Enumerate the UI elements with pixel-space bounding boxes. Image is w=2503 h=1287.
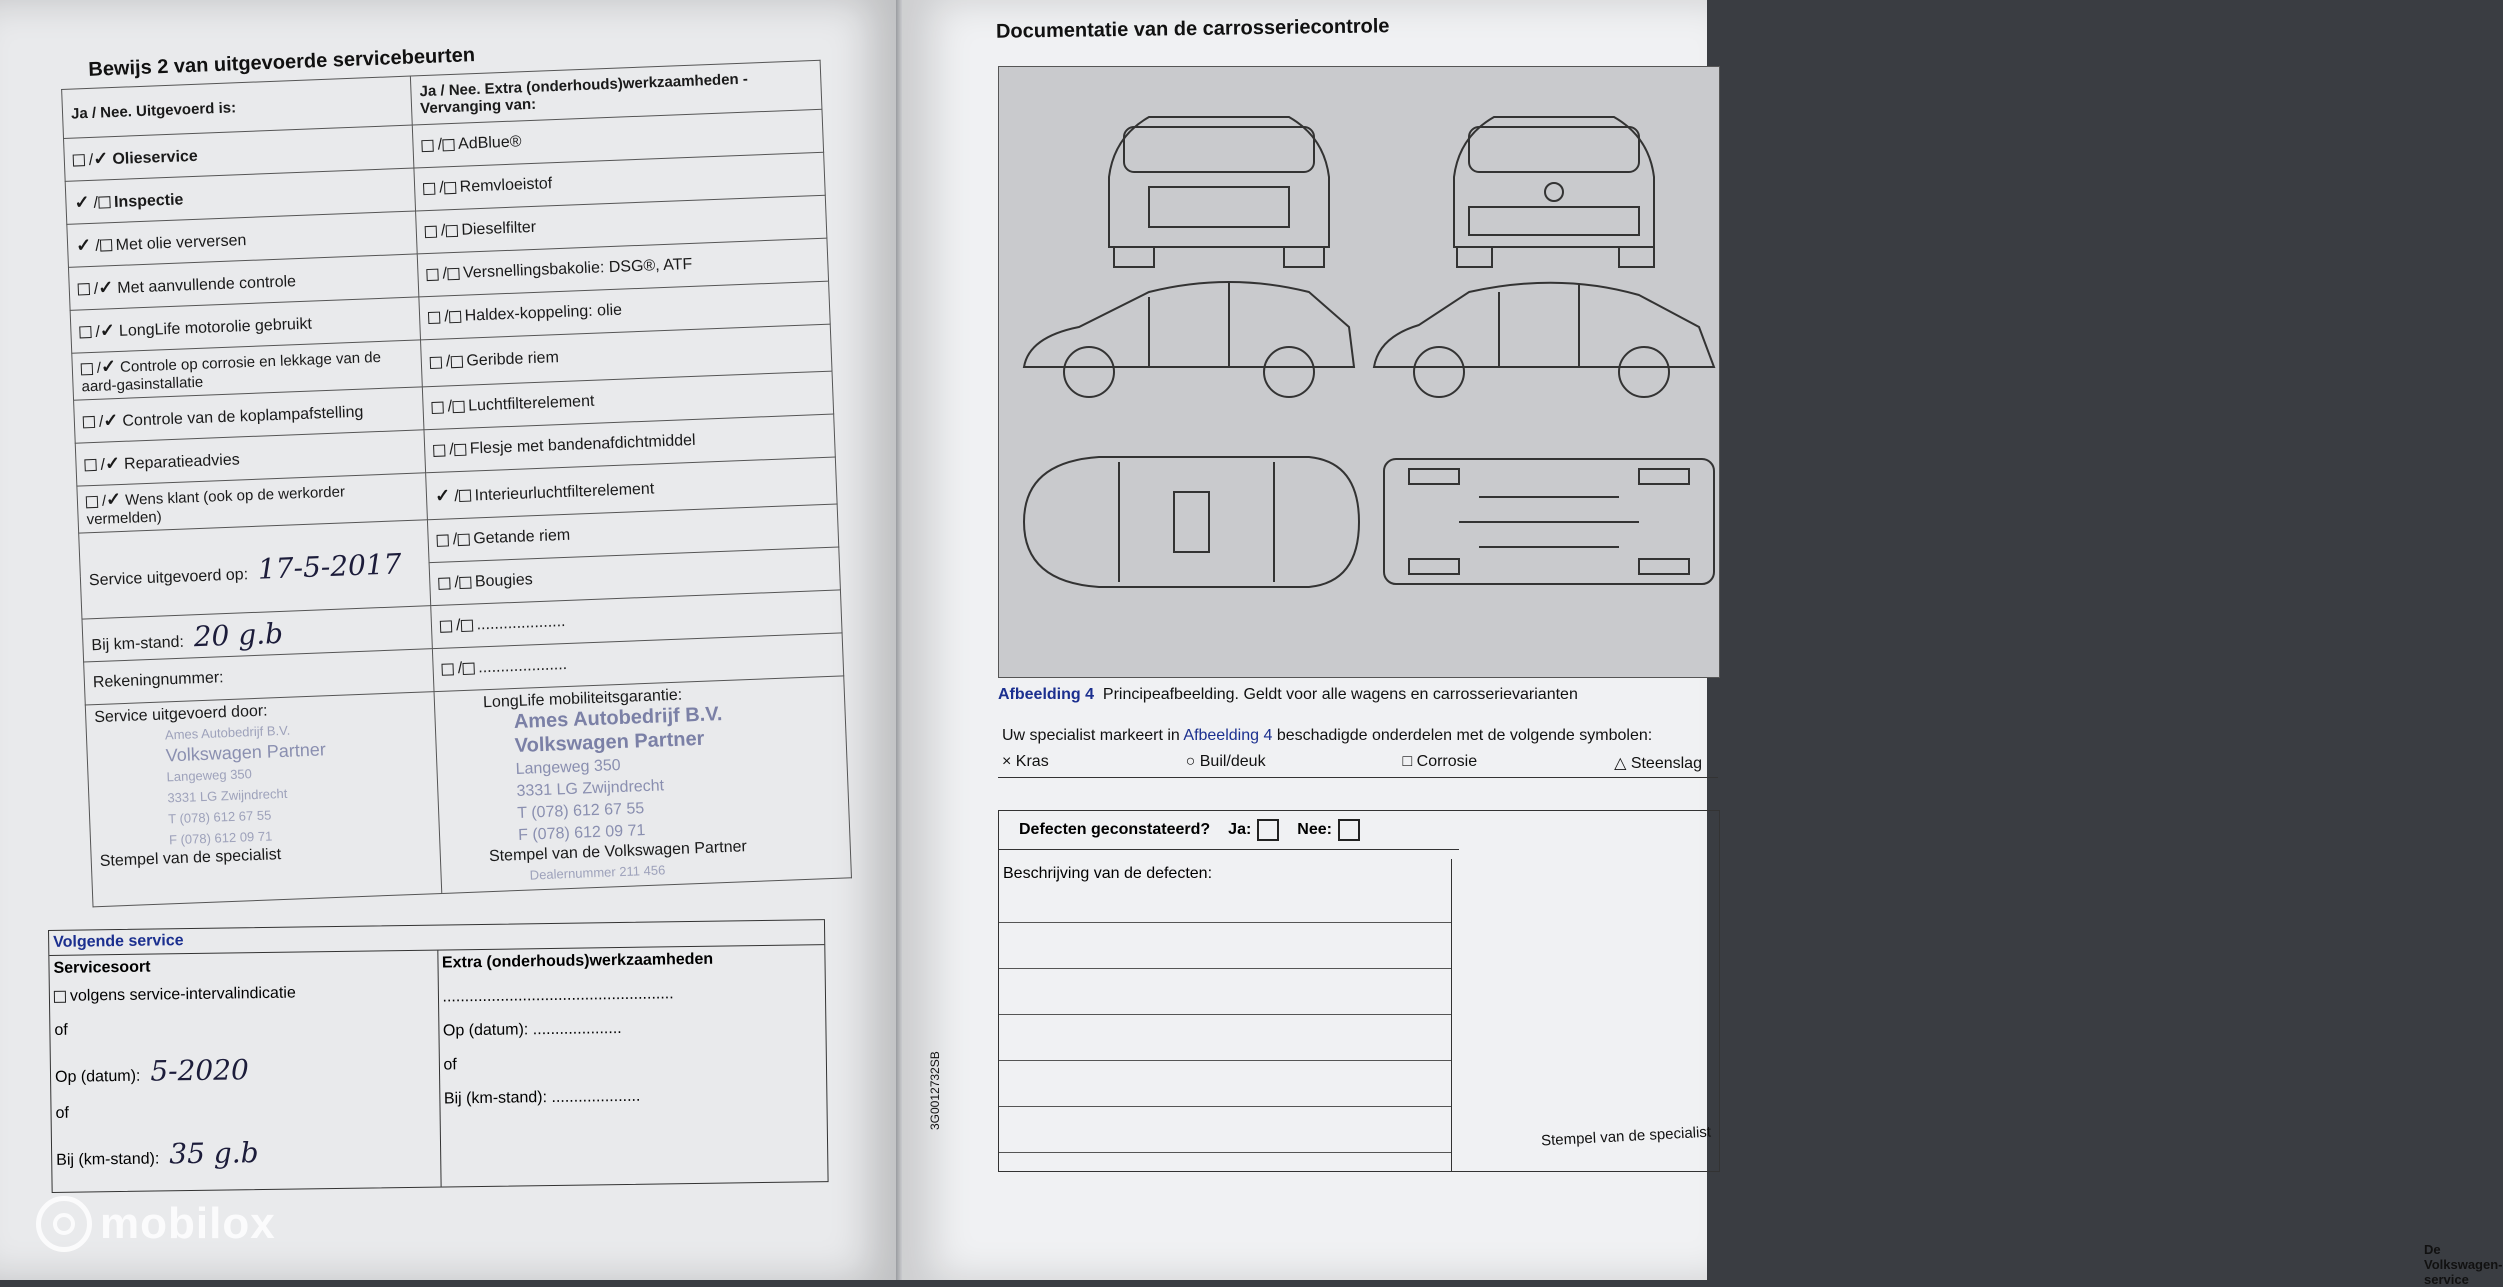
checkbox-icon[interactable] bbox=[437, 534, 449, 546]
checkmark-icon[interactable]: ✓ bbox=[105, 488, 122, 510]
service-type-header: Servicesoort bbox=[53, 958, 151, 977]
checkbox-icon[interactable] bbox=[86, 496, 98, 508]
or-label: of bbox=[55, 1104, 70, 1122]
checkbox-icon[interactable] bbox=[425, 225, 437, 237]
item-label: Dieselfilter bbox=[461, 218, 537, 239]
checkmark-icon[interactable]: ✓ bbox=[434, 484, 451, 506]
checkbox-icon[interactable] bbox=[54, 991, 66, 1003]
item-label: Met aanvullende controle bbox=[117, 272, 297, 297]
stamp-name: Ames Autobedrijf B.V. bbox=[164, 722, 291, 743]
checkbox-icon[interactable] bbox=[462, 662, 474, 674]
checkbox-icon[interactable] bbox=[99, 239, 111, 251]
stamp-phone: T (078) 612 67 55 bbox=[167, 807, 272, 827]
vw-partner-stamp bbox=[513, 699, 841, 847]
table-row: /✓ Controle op corrosie en lekkage van de aard-gasinstallatie / Geribde riem bbox=[72, 324, 832, 400]
marking-instruction bbox=[1002, 727, 1652, 745]
checkbox-icon[interactable] bbox=[81, 363, 93, 375]
checkbox-icon[interactable] bbox=[438, 577, 450, 589]
table-row: Service uitgevoerd op: 17-5-2017 / Getande riem bbox=[79, 504, 839, 576]
checkmark-icon[interactable]: ✓ bbox=[100, 356, 117, 377]
km-label: Bij km-stand: bbox=[91, 633, 185, 654]
checkmark-icon[interactable]: ✓ bbox=[92, 147, 109, 169]
left-page bbox=[0, 0, 900, 1280]
stamp-row bbox=[85, 676, 851, 907]
checkbox-icon[interactable] bbox=[447, 268, 459, 280]
watermark-text: mobilox bbox=[100, 1199, 276, 1248]
item-label: Geribde riem bbox=[466, 349, 560, 370]
extra-work-line[interactable]: .................................................... bbox=[442, 985, 674, 1006]
item-label: Luchtfilterelement bbox=[467, 392, 595, 415]
stamp-address: Langeweg 350 bbox=[166, 766, 253, 785]
or-label: of bbox=[443, 1056, 457, 1074]
specialist-stamp-label: Stempel van de specialist bbox=[1540, 1123, 1712, 1150]
item-label: .................... bbox=[477, 655, 568, 677]
damage-symbols bbox=[1002, 753, 1702, 773]
right-page bbox=[902, 0, 2503, 1287]
checkmark-icon[interactable]: ✓ bbox=[104, 452, 121, 474]
interval-option: volgens service-intervalindicatie bbox=[69, 984, 296, 1005]
next-km-label: Bij (km-stand): bbox=[56, 1150, 160, 1169]
item-label: Olieservice bbox=[112, 147, 199, 168]
right-date-line[interactable]: Op (datum): .................... bbox=[442, 1020, 622, 1040]
footer-brand: De Volkswagen-service bbox=[2424, 1242, 2503, 1287]
item-label: Controle op corrosie en lekkage van de aard-gasinstallatie bbox=[81, 348, 382, 396]
checkbox-icon[interactable] bbox=[457, 533, 469, 545]
item-label: Wens klant (ook op de werkorder vermelden) bbox=[86, 483, 346, 529]
checkbox-icon[interactable] bbox=[459, 576, 471, 588]
stamp-specialist-label: Stempel van de specialist bbox=[99, 846, 282, 871]
checkbox-icon[interactable] bbox=[452, 401, 464, 413]
car-outline-icon bbox=[999, 67, 1719, 677]
service-date-label: Service uitgevoerd op: bbox=[88, 566, 249, 590]
checkbox-icon[interactable] bbox=[442, 663, 454, 675]
caption-label: Afbeelding 4 bbox=[998, 686, 1095, 703]
stamp-address: Langeweg 350 bbox=[515, 757, 621, 779]
stamp-dealer: Dealernummer 211 456 bbox=[529, 862, 666, 883]
item-label: Reparatieadvies bbox=[123, 450, 240, 473]
next-date-label: Op (datum): bbox=[54, 1067, 141, 1086]
table-row: /✓ Wens klant (ook op de werkorder vermelden) ✓ / Interieurluchtfilterelement bbox=[77, 457, 837, 533]
stamp-name: Ames Autobedrijf B.V. bbox=[513, 703, 723, 734]
checkbox-icon[interactable] bbox=[83, 416, 95, 428]
item-label: Inspectie bbox=[113, 190, 184, 211]
yes-label: Ja: bbox=[1228, 821, 1252, 839]
checkmark-icon[interactable]: ✓ bbox=[74, 191, 90, 213]
table-row: ✓ / Met olie verversen / Dieselfilter bbox=[67, 195, 827, 267]
corrosion-symbol: □ Corrosie bbox=[1402, 753, 1478, 770]
checkbox-icon[interactable] bbox=[450, 356, 462, 368]
table-row: Rekeningnummer: / .................... bbox=[84, 633, 844, 705]
mark-text: beschadigde onderdelen met de volgende symbolen: bbox=[1276, 727, 1653, 744]
description-line[interactable] bbox=[999, 923, 1451, 969]
stamp-city: 3331 LG Zwijndrecht bbox=[167, 785, 288, 806]
checkbox-icon[interactable] bbox=[460, 619, 472, 631]
defects-box bbox=[998, 810, 1720, 1172]
item-label: .................... bbox=[476, 613, 566, 634]
no-label: Nee: bbox=[1297, 821, 1332, 839]
table-row: ✓ / Inspectie / Remvloeistof bbox=[65, 152, 825, 224]
stamp-city: 3331 LG Zwijndrecht bbox=[516, 777, 665, 801]
right-km-line[interactable]: Bij (km-stand): .................... bbox=[443, 1087, 641, 1108]
checkbox-icon[interactable] bbox=[426, 268, 438, 280]
checkbox-icon[interactable] bbox=[84, 459, 96, 471]
table-row: /✓ Controle van de koplampafstelling / Luchtfilterelement bbox=[74, 371, 834, 443]
extra-work-col bbox=[437, 945, 828, 1186]
stamp-vw-label: Stempel van de Volkswagen Partner bbox=[488, 838, 748, 866]
service-date-value[interactable]: 17-5-2017 bbox=[257, 547, 403, 586]
performed-by-label: Service uitgevoerd door: bbox=[93, 702, 268, 727]
checkbox-icon[interactable] bbox=[432, 401, 444, 413]
form-title: Bewijs 2 van uitgevoerde servicebeurten bbox=[87, 44, 476, 81]
table-row: / Bougies bbox=[80, 547, 840, 619]
next-service-title: Volgende service bbox=[49, 920, 824, 956]
checkbox-icon[interactable] bbox=[454, 443, 466, 455]
checkbox-icon[interactable] bbox=[449, 311, 461, 323]
mobilox-logo-icon bbox=[36, 1196, 92, 1252]
item-label: Flesje met bandenafdichtmiddel bbox=[469, 431, 696, 458]
mobilox-watermark bbox=[36, 1196, 276, 1252]
extra-work-header: Extra (onderhouds)werkzaamheden bbox=[441, 950, 714, 972]
checkbox-icon[interactable] bbox=[73, 154, 85, 166]
table-row: /✓ LongLife motorolie gebruikt / Haldex-koppeling: olie bbox=[70, 281, 830, 353]
checkmark-icon[interactable]: ✓ bbox=[97, 276, 114, 298]
stone-chip-symbol: △ Steenslag bbox=[1614, 755, 1702, 772]
service-proof-form bbox=[60, 31, 852, 908]
document-code: 3G0012732SB bbox=[928, 1051, 942, 1130]
checkmark-icon[interactable]: ✓ bbox=[102, 409, 119, 431]
stamp-fax: F (078) 612 09 71 bbox=[168, 828, 273, 848]
checkbox-icon[interactable] bbox=[440, 620, 452, 632]
service-table bbox=[61, 60, 852, 908]
checkbox-icon[interactable] bbox=[78, 283, 90, 295]
next-date-value[interactable]: 5-2020 bbox=[150, 1053, 250, 1088]
stamp-partner: Volkswagen Partner bbox=[165, 739, 327, 766]
defects-label: Defecten geconstateerd? bbox=[1019, 821, 1211, 838]
checkmark-icon[interactable]: ✓ bbox=[75, 234, 92, 256]
next-service-box bbox=[48, 919, 829, 1193]
body-check-title: Documentatie van de carrosseriecontrole bbox=[995, 15, 1390, 43]
col-performed-header: Ja / Nee. Uitgevoerd is: bbox=[62, 76, 413, 138]
description-line[interactable] bbox=[999, 1061, 1451, 1107]
no-checkbox[interactable] bbox=[1338, 819, 1360, 841]
checkbox-icon[interactable] bbox=[458, 490, 470, 502]
stamp-partner: Volkswagen Partner bbox=[514, 727, 705, 758]
item-label: Getande riem bbox=[472, 526, 571, 548]
table-row: /✓ Reparatieadvies / Flesje met bandenafdichtmiddel bbox=[75, 414, 835, 486]
figure-caption bbox=[998, 686, 1578, 704]
scratch-symbol: × Kras bbox=[1002, 753, 1049, 770]
item-label: Bougies bbox=[474, 571, 534, 591]
km-value[interactable]: 20 g.b bbox=[193, 616, 284, 653]
car-diagram bbox=[998, 66, 1720, 678]
stamp-fax: F (078) 612 09 71 bbox=[517, 822, 646, 844]
yes-checkbox[interactable] bbox=[1257, 819, 1279, 841]
description-line[interactable] bbox=[999, 969, 1451, 1015]
checkbox-icon[interactable] bbox=[79, 326, 91, 338]
divider bbox=[998, 777, 1718, 778]
table-row: /✓ Olieservice / AdBlue® bbox=[64, 109, 824, 181]
checkbox-icon[interactable] bbox=[421, 139, 433, 151]
checkmark-icon[interactable]: ✓ bbox=[99, 319, 116, 341]
item-label: Controle van de koplampafstelling bbox=[122, 403, 364, 430]
col-extra-header: Ja / Nee. Extra (onderhouds)werkzaamheden - Vervanging van: bbox=[410, 60, 821, 125]
description-line[interactable] bbox=[999, 1015, 1451, 1061]
invoice-label: Rekeningnummer: bbox=[92, 669, 224, 692]
checkbox-icon[interactable] bbox=[423, 182, 435, 194]
mark-text: Uw specialist markeert in bbox=[1002, 727, 1180, 744]
checkbox-icon[interactable] bbox=[430, 356, 442, 368]
checkbox-icon[interactable] bbox=[445, 225, 457, 237]
checkbox-icon[interactable] bbox=[444, 182, 456, 194]
item-label: Haldex-koppeling: olie bbox=[464, 301, 623, 325]
defect-description-area bbox=[999, 859, 1452, 1171]
description-line[interactable] bbox=[999, 1107, 1451, 1153]
service-type-col bbox=[49, 951, 440, 1192]
checkbox-icon[interactable] bbox=[442, 139, 454, 151]
dent-symbol: ○ Buil/deuk bbox=[1185, 753, 1266, 770]
description-label[interactable]: Beschrijving van de defecten: bbox=[999, 859, 1451, 923]
guarantee-label: LongLife mobiliteitsgarantie: bbox=[482, 686, 683, 712]
table-row: /✓ Met aanvullende controle / Versnellingsbakolie: DSG®, ATF bbox=[68, 238, 828, 310]
next-km-value[interactable]: 35 g.b bbox=[169, 1136, 259, 1171]
checkbox-icon[interactable] bbox=[98, 196, 110, 208]
item-label: Remvloeistof bbox=[459, 175, 553, 196]
item-label: Versnellingsbakolie: DSG®, ATF bbox=[462, 255, 693, 282]
checkbox-icon[interactable] bbox=[428, 311, 440, 323]
item-label: Interieurluchtfilterelement bbox=[474, 480, 655, 504]
specialist-stamp bbox=[165, 714, 432, 850]
figure-link[interactable]: Afbeelding 4 bbox=[1183, 727, 1273, 744]
checkbox-icon[interactable] bbox=[433, 444, 445, 456]
item-label: AdBlue® bbox=[457, 133, 522, 153]
or-label: of bbox=[54, 1021, 68, 1039]
item-label: LongLife motorolie gebruikt bbox=[118, 315, 313, 340]
item-label: Met olie verversen bbox=[115, 231, 247, 254]
stamp-phone: T (078) 612 67 55 bbox=[517, 800, 645, 822]
caption-text: Principeafbeelding. Geldt voor alle wagens en carrosserievarianten bbox=[1102, 686, 1578, 703]
table-row: Bij km-stand: 20 g.b / .................... bbox=[82, 590, 842, 662]
